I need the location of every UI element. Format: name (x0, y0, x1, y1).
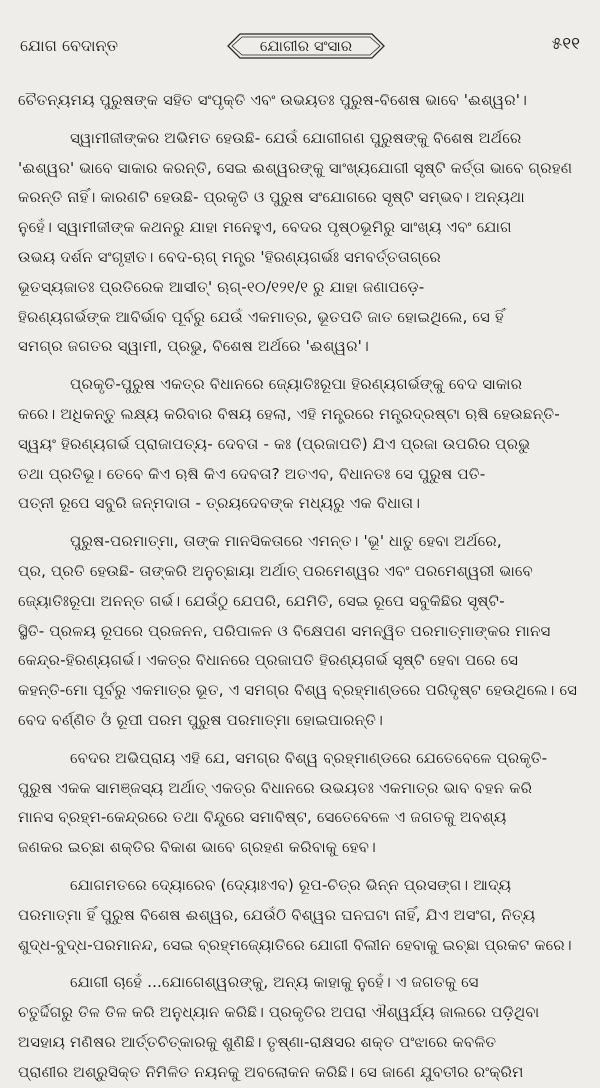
text-line: ବେଦ ବର୍ଣ୍ଣିତ ଓଁ ରୂପୀ ପରମ ପୁରୁଷ ପରମାତ୍ମା ହୋଇପାରନ୍ତି। (18, 710, 384, 729)
chapter-title: ଯୋଗୀର ସଂସାର (259, 37, 353, 55)
text-line: ନୁହେଁ। ସ୍ୱାମୀଜୀଙ୍କ କଥନରୁ ଯାହା ମନେହୁଏ, ବେଦର ପୃଷ୍ଠଭୂମିରୁ ସାଂଖ୍ୟ ଏବଂ ଯୋଗ (18, 218, 512, 237)
text-line: ମାନସ ବ୍ରହ୍ମ-କେନ୍ଦ୍ରରେ ତଥା ବିନ୍ଦୁରେ ସମାବିଷ୍ଟ, ସେତେବେଳେ ଏ ଜଗତକୁ ଅବଶ୍ୟ (18, 808, 507, 827)
text-line: ସ୍ୱାମୀଜୀଙ୍କର ଅଭିମତ ହେଉଛି- ଯେଉଁ ଯୋଗୀଗଣ ପୁରୁଷଙ୍କୁ ବିଶେଷ ଅର୍ଥରେ (70, 128, 522, 147)
text-line: ପ୍ରକୃତି-ପୁରୁଷ ଏକତ୍ର ବିଧାନରେ ଜ୍ୟୋତିଃରୂପା ହିରଣ୍ୟଗର୍ଭଙ୍କୁ ବେଦ ସାକାର (70, 375, 523, 394)
paragraph (18, 86, 588, 116)
paragraph (18, 744, 588, 863)
text-line: ତଥା ପ୍ରତିଭୂ। ତେବେ କିଏ ଋଷି କିଏ ଦେବତା? ଅତଏବ, ବିଧାନତଃ ସେ ପୁରୁଷ ପତି- (18, 464, 486, 483)
body-text (18, 86, 588, 1081)
text-line: ପତ୍ନୀ ରୂପେ ସବୁରି ଜନ୍ମଦାତା - ତ୍ରୟଦେବଙ୍କ ମଧ୍ୟରୁ ଏକ ବିଧାତା। (18, 494, 421, 513)
text-line: ସ୍ୱୟଂ ହିରଣ୍ୟଗର୍ଭ ପ୍ରାଜାପତ୍ୟ- ଦେବତା - କଃ (ପ୍ରଜାପତି) ଯିଏ ପ୍ରଜା ଉପରିର ପ୍ରଭୁ (18, 434, 531, 453)
text-line: ସମଗ୍ର ଜଗତର ସ୍ୱାମୀ, ପ୍ରଭୁ, ବିଶେଷ ଅର୍ଥରେ 'ଈଶ୍ୱର'। (18, 337, 369, 356)
text-line: କେନ୍ଦ୍ର-ହିରଣ୍ୟଗର୍ଭ। ଏକତ୍ର ବିଧାନରେ ପ୍ରଜାପତି ହିରଣ୍ୟଗର୍ଭ ସୃଷ୍ଟି ହେବା ପରେ ସେ (18, 651, 519, 670)
paragraph (18, 871, 588, 960)
paragraph (18, 527, 588, 736)
text-line: ପୁରୁଷ-ପରମାତ୍ମା, ତାଙ୍କ ମାନସିକତାରେ ଏମନ୍ତ। 'ଭୂ' ଧାତୁ ହେବା ଅର୍ଥରେ, (70, 532, 502, 551)
book-title: ଯୋଗ ବେଦାନ୍ତ (20, 36, 118, 55)
text-line: ପ୍ରାଣୀର ଅଶ୍ରୁସିକ୍ତ ନିମିଳିତ ନୟନକୁ ଅବଲୋକନ କରିଛି। ସେ ଜାଣେ ଯୁବତୀର ରଂକ୍ରିମ (18, 1062, 524, 1081)
paragraph (18, 968, 588, 1087)
text-line: କହନ୍ତି-ମୋ ପୂର୍ବରୁ ଏକମାତ୍ର ଭୂତ, ଏ ସମଗ୍ର ବିଶ୍ୱ ବ୍ରହ୍ମାଣ୍ଡରେ ପରିଦୃଷ୍ଟ ହେଉଥିଲେ। ସେ (18, 681, 578, 700)
text-line: ଯୋଗମତରେ ଦ୍ୟୋରେବ (ଦ୍ୟୋଃଏବ) ରୂପ-ଚିତ୍ର ଭିନ୍ନ ପ୍ରସଙ୍ଗ। ଆଦ୍ୟ (70, 875, 512, 894)
text-line: ପରମାତ୍ମା ହିଁ ପୁରୁଷ ବିଶେଷ ଈଶ୍ୱର, ଯେଉଁଠି ବିଶ୍ୱର ଘନଘଟା ନାହିଁ, ଯିଏ ଅସଂଗ, ନିତ୍ୟ (18, 905, 536, 924)
text-line: ସ୍ଥିତି- ପ୍ରଳୟ ରୂପରେ ପ୍ରଜନନ, ପରିପାଳନ ଓ ବିକ୍ଷେପଣ ସମନ୍ୱିତ ପରମାତ୍ମାଙ୍କର ମାନସ (18, 621, 551, 640)
text-line: ଚୈତନ୍ୟମୟ ପୁରୁଷଙ୍କ ସହିତ ସଂପୃକ୍ତି ଏବଂ ଉଭୟତଃ ପୁରୁଷ-ବିଶେଷ ଭାବେ 'ଈଶ୍ୱର'। (18, 91, 528, 109)
text-line: ଭୂତସ୍ୟଜାତଃ ପ୍ରତିରେକ ଆସୀତ୍' ଋଗ୍-୧୦/୧୨୧/୧ ରୁ ଯାହା ଜଣାପଡ଼େ- (18, 277, 425, 296)
text-line: ଜ୍ୟୋତିଃରୂପା ଅନନ୍ତ ଗର୍ଭ। ଯେଉଁଠୁ ଯେପରି, ଯେମିତି, ସେଇ ରୂପେ ସବୁକିଛିର ସୃଷ୍ଟି- (18, 591, 505, 610)
text-line: ଉଭୟ ଦର୍ଶନ ସଂଗୃହୀତ। ବେଦ-ଋଗ୍ ମନ୍ତ୍ର 'ହିରଣ୍ୟଗର୍ଭଃ ସମବର୍ତ୍ତତାଗ୍ରେ (18, 247, 441, 266)
text-line: କରନ୍ତି ନାହିଁ। କାରଣଟି ହେଉଛି- ପ୍ରକୃତି ଓ ପୁରୁଷ ସଂଯୋଗରେ ସୃଷ୍ଟି ସମ୍ଭବ। ଅନ୍ୟଥା (18, 188, 525, 207)
chapter-title-frame (226, 31, 386, 61)
page-number: ୫୧୧ (551, 34, 580, 54)
text-line: 'ଈଶ୍ୱର' ଭାବେ ସାକାର କରନ୍ତି, ସେଇ ଈଶ୍ୱରଙ୍କୁ ସାଂଖ୍ୟଯୋଗୀ ସୃଷ୍ଟି କର୍ତ୍ତା ଭାବେ ଗ୍ରହଣ (18, 158, 573, 177)
text-line: ଜଣକର ଇଚ୍ଛା ଶକ୍ତିର ବିକାଶ ଭାବେ ଗ୍ରହଣ କରିବାକୁ ହେବ। (18, 838, 376, 857)
text-line: ହିରଣ୍ୟଗର୍ଭଙ୍କ ଆବିର୍ଭାବ ପୂର୍ବରୁ ଯେଉଁ ଏକମାତ୍ର, ଭୂତପତି ଜାତ ହୋଇଥିଲେ, ସେ ହିଁ (18, 307, 504, 326)
text-line: ଯୋଗୀ ଚାହେଁ ...ଯୋଗେଶ୍ୱରଙ୍କୁ, ଅନ୍ୟ କାହାକୁ ନୁହେଁ। ଏ ଜଗତକୁ ସେ (70, 973, 479, 992)
page-header (0, 0, 600, 80)
paragraph (18, 370, 588, 519)
text-line: ବେଦର ଅଭିପ୍ରାୟ ଏହି ଯେ, ସମଗ୍ର ବିଶ୍ୱ ବ୍ରହ୍ମାଣ୍ଡରେ ଯେତେବେଳେ ପ୍ରକୃତି- (70, 748, 548, 767)
text-line: ପ୍ର, ପ୍ରତି ହେଉଛି- ତାଙ୍କରି ଅନୁଚ୍ଛାୟା ଅର୍ଥାତ୍ ପରମେଶ୍ୱର ଏବଂ ପରମେଶ୍ୱରୀ ଭାବେ (18, 561, 533, 580)
text-line: କରେ। ଅଧିକନ୍ତୁ ଲକ୍ଷ୍ୟ କରିବାର ବିଷୟ ହେଲା, ଏହି ମନ୍ତ୍ରରେ ମନ୍ତ୍ରଦ୍ରଷ୍ଟା ଋଷି ହେଉଛନ୍ତି- (18, 404, 560, 423)
text-line: ପୁରୁଷ ଏକକ ସାମଞ୍ଜସ୍ୟ ଅର୍ଥାତ୍ ଏକତ୍ର ବିଧାନରେ ଉଭୟତଃ ଏକମାତ୍ର ଭାବ ବହନ କରି (18, 778, 533, 797)
text-line: ଅସହାୟ ମଣିଷର ଆର୍ତ୍ତଚିତ୍କାରକୁ ଶୁଣିଛି। ତୃଷ୍ଣା-ରାକ୍ଷସର ଶକ୍ତ ପଂଝାରେ କବଳିତ (18, 1032, 497, 1051)
text-line: ଚତୁର୍ଦ୍ଦିଗରୁ ତିଳ ତିଳ କରି ଅନୁଧ୍ୟାନ କରିଛି। ପ୍ରକୃତିର ଅପରା ଐଶ୍ୱର୍ଯ୍ୟ ଜାଲରେ ପଡ଼ିଥିବା (18, 1003, 540, 1022)
text-line: ଶୁଦ୍ଧ-ବୁଦ୍ଧ-ପରମାନନ୍ଦ, ସେଇ ବ୍ରହ୍ମଜ୍ୟୋତିରେ ଯୋଗୀ ବିଲୀନ ହେବାକୁ ଇଚ୍ଛା ପ୍ରକଟ କରେ। (18, 935, 572, 954)
paragraph (18, 124, 588, 362)
